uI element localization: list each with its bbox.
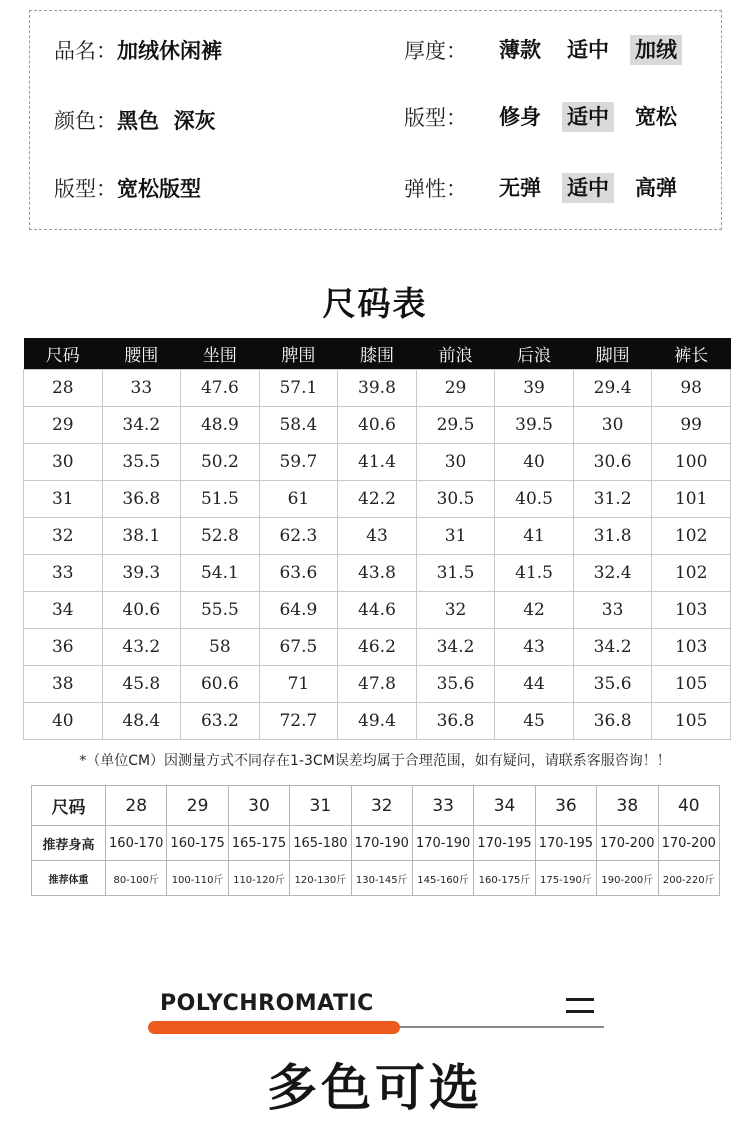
table-cell: 170-195 bbox=[535, 826, 596, 861]
table-cell: 61 bbox=[259, 481, 338, 518]
table-cell: 57.1 bbox=[259, 370, 338, 407]
table-cell: 160-175 bbox=[167, 826, 228, 861]
table-cell: 31 bbox=[416, 518, 495, 555]
table-cell: 170-195 bbox=[474, 826, 535, 861]
attribute-option: 薄款 bbox=[499, 38, 541, 62]
table-cell: 105 bbox=[652, 666, 731, 703]
table-row bbox=[24, 518, 731, 555]
table-row bbox=[32, 826, 720, 861]
attribute-thickness bbox=[404, 33, 698, 67]
product-fit-row bbox=[54, 171, 201, 205]
table-cell: 30 bbox=[228, 786, 289, 826]
table-cell: 42 bbox=[495, 592, 574, 629]
table-cell: 110-120斤 bbox=[228, 861, 289, 896]
table-cell: 71 bbox=[259, 666, 338, 703]
size-chart-body bbox=[24, 370, 731, 740]
table-cell: 35.6 bbox=[573, 666, 652, 703]
table-cell: 48.9 bbox=[181, 407, 260, 444]
table-cell: 36 bbox=[24, 629, 103, 666]
attribute-option: 高弹 bbox=[635, 176, 677, 200]
table-cell: 35.6 bbox=[416, 666, 495, 703]
table-cell: 41.5 bbox=[495, 555, 574, 592]
table-cell: 102 bbox=[652, 518, 731, 555]
table-cell: 39.8 bbox=[338, 370, 417, 407]
size-chart-header-cell: 脾围 bbox=[259, 338, 338, 370]
table-cell: 29 bbox=[167, 786, 228, 826]
accent-bar bbox=[148, 1021, 400, 1034]
table-cell: 45.8 bbox=[102, 666, 181, 703]
table-row bbox=[32, 786, 720, 826]
product-name-row bbox=[54, 33, 222, 67]
table-cell: 31.5 bbox=[416, 555, 495, 592]
product-fit-value: 宽松版型 bbox=[117, 177, 201, 201]
table-row bbox=[24, 592, 731, 629]
table-cell: 145-160斤 bbox=[412, 861, 473, 896]
table-cell: 43 bbox=[495, 629, 574, 666]
table-cell: 44.6 bbox=[338, 592, 417, 629]
product-name-label: 品名： bbox=[54, 39, 117, 63]
table-row bbox=[24, 666, 731, 703]
table-cell: 52.8 bbox=[181, 518, 260, 555]
attribute-option-selected: 适中 bbox=[562, 173, 614, 203]
size-chart-header-cell: 脚围 bbox=[573, 338, 652, 370]
table-cell: 38 bbox=[597, 786, 658, 826]
table-cell: 170-200 bbox=[597, 826, 658, 861]
attribute-option-selected: 加绒 bbox=[630, 35, 682, 65]
table-cell: 160-175斤 bbox=[474, 861, 535, 896]
size-chart-title: 尺码表 bbox=[322, 284, 428, 323]
attribute-option-selected: 适中 bbox=[562, 102, 614, 132]
size-chart-header-cell: 尺码 bbox=[24, 338, 103, 370]
table-row bbox=[24, 481, 731, 518]
table-row bbox=[32, 861, 720, 896]
table-cell: 105 bbox=[652, 703, 731, 740]
table-cell: 33 bbox=[573, 592, 652, 629]
table-cell: 43.2 bbox=[102, 629, 181, 666]
attribute-label: 版型： bbox=[404, 106, 467, 130]
table-cell: 36.8 bbox=[416, 703, 495, 740]
size-chart-header-cell: 坐围 bbox=[181, 338, 260, 370]
product-info-box bbox=[29, 10, 722, 230]
table-cell: 40 bbox=[495, 444, 574, 481]
product-color-label: 颜色： bbox=[54, 109, 117, 133]
table-cell: 50.2 bbox=[181, 444, 260, 481]
table-cell: 120-130斤 bbox=[290, 861, 351, 896]
table-cell: 28 bbox=[24, 370, 103, 407]
size-chart-header-cell: 前浪 bbox=[416, 338, 495, 370]
table-row bbox=[24, 555, 731, 592]
row-header-cell: 推荐身高 bbox=[32, 826, 106, 861]
table-cell: 200-220斤 bbox=[658, 861, 719, 896]
attribute-label: 弹性： bbox=[404, 177, 467, 201]
product-color-value: 黑色 深灰 bbox=[117, 109, 216, 133]
table-cell: 170-190 bbox=[412, 826, 473, 861]
table-cell: 101 bbox=[652, 481, 731, 518]
table-cell: 30.6 bbox=[573, 444, 652, 481]
table-cell: 29.5 bbox=[416, 407, 495, 444]
row-header-cell: 推荐体重 bbox=[32, 861, 106, 896]
table-cell: 80-100斤 bbox=[106, 861, 167, 896]
table-cell: 42.2 bbox=[338, 481, 417, 518]
table-cell: 45 bbox=[495, 703, 574, 740]
table-cell: 34 bbox=[474, 786, 535, 826]
table-cell: 59.7 bbox=[259, 444, 338, 481]
menu-icon bbox=[566, 998, 594, 1014]
table-cell: 31 bbox=[24, 481, 103, 518]
table-cell: 62.3 bbox=[259, 518, 338, 555]
polychromatic-tag: POLYCHROMATIC bbox=[160, 991, 374, 1016]
table-cell: 130-145斤 bbox=[351, 861, 412, 896]
table-cell: 51.5 bbox=[181, 481, 260, 518]
table-cell: 39.3 bbox=[102, 555, 181, 592]
size-chart-header-cell: 裤长 bbox=[652, 338, 731, 370]
table-cell: 36 bbox=[535, 786, 596, 826]
table-cell: 39 bbox=[495, 370, 574, 407]
table-cell: 60.6 bbox=[181, 666, 260, 703]
table-cell: 38 bbox=[24, 666, 103, 703]
table-cell: 34 bbox=[24, 592, 103, 629]
size-chart-header-row bbox=[24, 338, 731, 370]
table-cell: 29.4 bbox=[573, 370, 652, 407]
table-cell: 165-175 bbox=[228, 826, 289, 861]
table-cell: 32.4 bbox=[573, 555, 652, 592]
table-cell: 33 bbox=[24, 555, 103, 592]
multi-color-title: 多色可选 bbox=[267, 1059, 483, 1117]
table-cell: 31 bbox=[290, 786, 351, 826]
table-cell: 47.6 bbox=[181, 370, 260, 407]
table-cell: 102 bbox=[652, 555, 731, 592]
attribute-option: 无弹 bbox=[499, 176, 541, 200]
table-cell: 34.2 bbox=[102, 407, 181, 444]
product-name-value: 加绒休闲裤 bbox=[117, 39, 222, 63]
table-cell: 64.9 bbox=[259, 592, 338, 629]
table-cell: 36.8 bbox=[102, 481, 181, 518]
table-cell: 46.2 bbox=[338, 629, 417, 666]
table-row bbox=[24, 444, 731, 481]
table-cell: 39.5 bbox=[495, 407, 574, 444]
table-cell: 58 bbox=[181, 629, 260, 666]
table-cell: 100-110斤 bbox=[167, 861, 228, 896]
table-cell: 175-190斤 bbox=[535, 861, 596, 896]
divider-line bbox=[370, 1026, 604, 1028]
table-cell: 190-200斤 bbox=[597, 861, 658, 896]
table-cell: 63.6 bbox=[259, 555, 338, 592]
table-cell: 63.2 bbox=[181, 703, 260, 740]
table-cell: 40 bbox=[24, 703, 103, 740]
product-fit-label: 版型： bbox=[54, 177, 117, 201]
table-cell: 31.8 bbox=[573, 518, 652, 555]
attribute-option: 宽松 bbox=[635, 105, 677, 129]
table-cell: 30 bbox=[416, 444, 495, 481]
size-chart-header-cell: 腰围 bbox=[102, 338, 181, 370]
table-cell: 38.1 bbox=[102, 518, 181, 555]
table-cell: 40.6 bbox=[102, 592, 181, 629]
attribute-label: 厚度： bbox=[404, 39, 467, 63]
table-cell: 35.5 bbox=[102, 444, 181, 481]
table-cell: 30 bbox=[24, 444, 103, 481]
size-chart-header-cell: 膝围 bbox=[338, 338, 417, 370]
table-cell: 170-190 bbox=[351, 826, 412, 861]
table-cell: 43 bbox=[338, 518, 417, 555]
table-cell: 55.5 bbox=[181, 592, 260, 629]
table-cell: 40.6 bbox=[338, 407, 417, 444]
table-cell: 34.2 bbox=[573, 629, 652, 666]
table-cell: 41 bbox=[495, 518, 574, 555]
measurement-note: *（单位CM）因测量方式不同存在1-3CM误差均属于合理范围，如有疑问，请联系客服咨询！！ bbox=[79, 753, 671, 769]
table-cell: 100 bbox=[652, 444, 731, 481]
table-cell: 32 bbox=[24, 518, 103, 555]
size-chart-header-cell: 后浪 bbox=[495, 338, 574, 370]
table-cell: 29 bbox=[416, 370, 495, 407]
attribute-elasticity bbox=[404, 171, 698, 205]
table-cell: 33 bbox=[102, 370, 181, 407]
table-cell: 32 bbox=[416, 592, 495, 629]
row-header-cell: 尺码 bbox=[32, 786, 106, 826]
table-row bbox=[24, 407, 731, 444]
table-cell: 30 bbox=[573, 407, 652, 444]
table-cell: 72.7 bbox=[259, 703, 338, 740]
table-cell: 31.2 bbox=[573, 481, 652, 518]
table-cell: 103 bbox=[652, 629, 731, 666]
table-cell: 28 bbox=[106, 786, 167, 826]
table-cell: 30.5 bbox=[416, 481, 495, 518]
table-cell: 40.5 bbox=[495, 481, 574, 518]
table-cell: 43.8 bbox=[338, 555, 417, 592]
product-color-row bbox=[54, 103, 216, 137]
table-cell: 54.1 bbox=[181, 555, 260, 592]
table-cell: 32 bbox=[351, 786, 412, 826]
table-cell: 34.2 bbox=[416, 629, 495, 666]
table-cell: 47.8 bbox=[338, 666, 417, 703]
table-cell: 103 bbox=[652, 592, 731, 629]
attribute-fit bbox=[404, 100, 698, 134]
table-cell: 99 bbox=[652, 407, 731, 444]
size-chart-table bbox=[23, 338, 731, 740]
attribute-option: 修身 bbox=[499, 105, 541, 129]
table-cell: 49.4 bbox=[338, 703, 417, 740]
table-cell: 67.5 bbox=[259, 629, 338, 666]
table-cell: 40 bbox=[658, 786, 719, 826]
table-cell: 160-170 bbox=[106, 826, 167, 861]
table-row bbox=[24, 629, 731, 666]
table-cell: 170-200 bbox=[658, 826, 719, 861]
attribute-option: 适中 bbox=[567, 38, 609, 62]
recommendation-table bbox=[31, 785, 720, 896]
table-cell: 33 bbox=[412, 786, 473, 826]
table-cell: 58.4 bbox=[259, 407, 338, 444]
table-cell: 98 bbox=[652, 370, 731, 407]
table-cell: 48.4 bbox=[102, 703, 181, 740]
table-cell: 29 bbox=[24, 407, 103, 444]
table-cell: 36.8 bbox=[573, 703, 652, 740]
table-cell: 44 bbox=[495, 666, 574, 703]
table-cell: 41.4 bbox=[338, 444, 417, 481]
table-row bbox=[24, 703, 731, 740]
table-row bbox=[24, 370, 731, 407]
table-cell: 165-180 bbox=[290, 826, 351, 861]
